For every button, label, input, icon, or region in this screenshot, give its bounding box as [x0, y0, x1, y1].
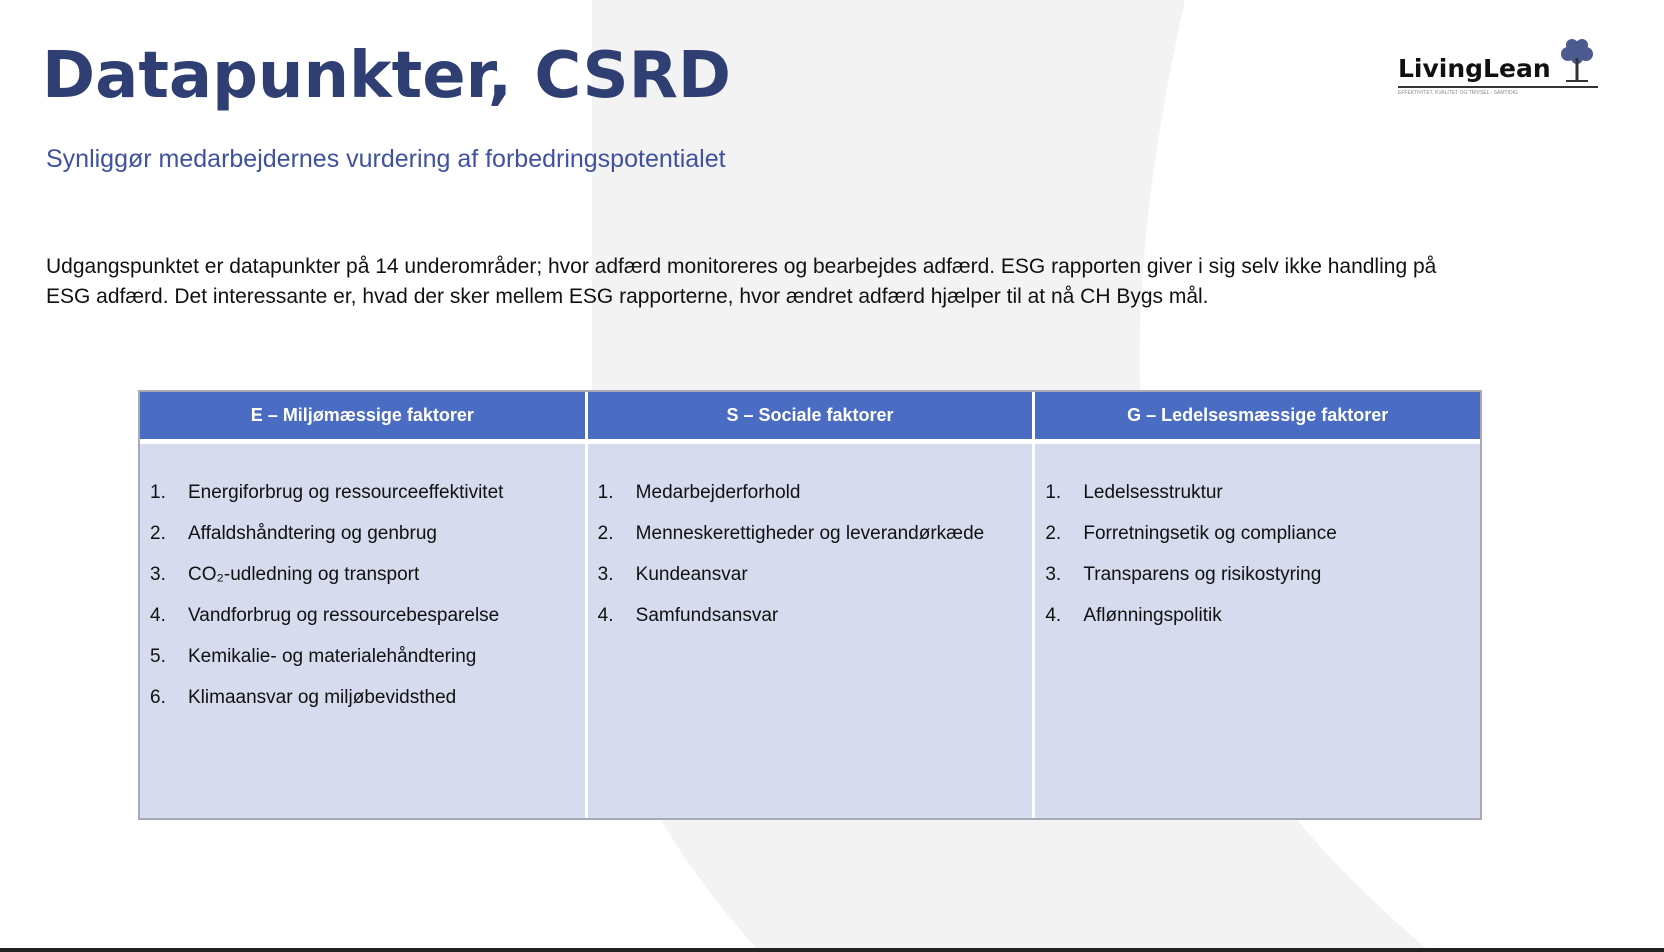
item-text: Affaldshåndtering og genbrug	[188, 523, 437, 544]
column-header: E – Miljømæssige faktorer	[140, 392, 585, 444]
item-number: 4.	[597, 605, 614, 626]
column-social	[588, 392, 1036, 818]
item-number: 2.	[1045, 523, 1062, 544]
item-number: 1.	[597, 482, 614, 503]
list-item	[140, 523, 585, 564]
logo-underline	[1398, 86, 1598, 88]
list-item	[1035, 482, 1480, 523]
subtitle: Synliggør medarbejdernes vurdering af forbedringspotentialet	[46, 145, 726, 173]
list-item	[140, 687, 585, 728]
item-text: Medarbejderforhold	[635, 482, 801, 503]
item-number: 1.	[1045, 482, 1062, 503]
item-text: Transparens og risikostyring	[1083, 564, 1322, 585]
item-text: Forretningsetik og compliance	[1083, 523, 1337, 544]
item-text: Samfundsansvar	[635, 605, 779, 626]
list-item	[140, 605, 585, 646]
list-item	[1035, 564, 1480, 605]
tree-icon	[1552, 36, 1602, 88]
item-text: Ledelsesstruktur	[1083, 482, 1223, 503]
column-environmental	[140, 392, 588, 818]
item-text: Vandforbrug og ressourcebesparelse	[188, 605, 500, 626]
column-body	[1035, 444, 1480, 818]
item-number: 3.	[597, 564, 614, 585]
list-item	[1035, 523, 1480, 564]
list-item	[588, 482, 1033, 523]
item-text: Menneskerettigheder og leverandørkæde	[635, 523, 985, 544]
item-number: 6.	[150, 687, 166, 708]
item-text: Aflønningspolitik	[1083, 605, 1222, 626]
item-text: Energiforbrug og ressourceeffektivitet	[188, 482, 504, 503]
item-number: 2.	[597, 523, 614, 544]
item-number: 3.	[1045, 564, 1062, 585]
item-number: 5.	[150, 646, 166, 667]
list-item	[588, 605, 1033, 646]
esg-table	[138, 390, 1482, 820]
column-body	[588, 444, 1033, 818]
bottom-divider	[0, 948, 1664, 952]
item-number: 1.	[150, 482, 166, 503]
column-governance	[1035, 392, 1480, 818]
logo-tagline: EFFEKTIVITET, KVALITET OG TRIVSEL - SAMTIDIG	[1398, 90, 1518, 96]
item-number: 4.	[150, 605, 166, 626]
item-number: 4.	[1045, 605, 1062, 626]
list-item	[140, 564, 585, 605]
list-item	[140, 482, 585, 523]
list-item	[140, 646, 585, 687]
item-text: Kemikalie- og materialehåndtering	[188, 646, 477, 667]
logo-text: LivingLean	[1398, 54, 1551, 83]
item-number: 2.	[150, 523, 166, 544]
column-header: G – Ledelsesmæssige faktorer	[1035, 392, 1480, 444]
item-text: Kundeansvar	[635, 564, 748, 585]
list-item	[588, 523, 1033, 564]
item-text: CO₂-udledning og transport	[188, 564, 420, 585]
livinglean-logo	[1398, 36, 1604, 100]
column-body	[140, 444, 585, 818]
list-item	[1035, 605, 1480, 646]
body-paragraph: Udgangspunktet er datapunkter på 14 underområder; hvor adfærd monitoreres og bearbejdes adfærd. ESG rapporten giver i sig selv ikke handling på ESG adfærd. Det interessante er, hvad der sker mellem ESG rapporterne, hvor ændret adfærd hjælper til at nå CH Bygs mål.	[46, 255, 1437, 308]
item-number: 3.	[150, 564, 166, 585]
item-text: Klimaansvar og miljøbevidsthed	[188, 687, 457, 708]
list-item	[588, 564, 1033, 605]
page-title: Datapunkter, CSRD	[42, 39, 731, 113]
column-header: S – Sociale faktorer	[588, 392, 1033, 444]
